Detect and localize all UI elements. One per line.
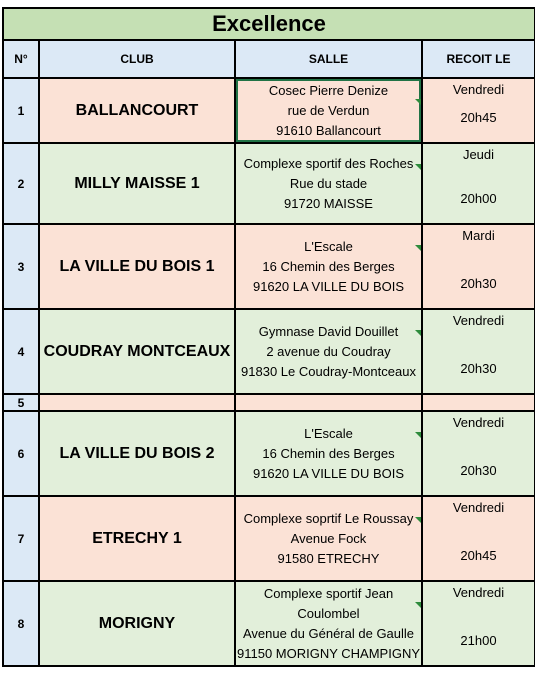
club-cell[interactable]: LA VILLE DU BOIS 2	[39, 411, 235, 496]
club-cell[interactable]: MILLY MAISSE 1	[39, 143, 235, 224]
table-row	[3, 411, 535, 496]
salle-line: L'Escale	[304, 238, 353, 254]
recoit-day: Mardi	[462, 228, 495, 243]
row-number-cell[interactable]: 3	[3, 224, 39, 309]
salle-cell[interactable]	[235, 78, 422, 143]
salle-cell[interactable]	[235, 496, 422, 581]
salle-line: 16 Chemin des Berges	[262, 445, 395, 461]
salle-line: 91720 MAISSE	[284, 195, 373, 211]
recoit-time: 21h00	[460, 633, 497, 648]
salle-line: Complexe sportif des Roches	[243, 155, 414, 171]
row-number-cell[interactable]: 8	[3, 581, 39, 666]
salle-line: Complexe soprtif Le Roussay	[243, 510, 414, 526]
salle-line: Coulombel	[297, 605, 360, 621]
club-cell[interactable]: BALLANCOURT	[39, 78, 235, 143]
row-number-cell[interactable]: 5	[3, 394, 39, 411]
recoit-day: Vendredi	[452, 500, 505, 515]
table-row	[3, 309, 535, 394]
row-number-cell[interactable]: 2	[3, 143, 39, 224]
recoit-cell[interactable]	[422, 309, 535, 394]
comment-indicator-icon	[415, 602, 421, 608]
recoit-day: Vendredi	[452, 82, 505, 97]
header-recoit[interactable]: RECOIT LE	[422, 40, 535, 78]
club-cell[interactable]: MORIGNY	[39, 581, 235, 666]
table-row	[3, 224, 535, 309]
recoit-time: 20h00	[460, 191, 497, 206]
salle-line: Avenue Fock	[290, 530, 367, 546]
excellence-table	[2, 7, 535, 667]
salle-line: L'Escale	[304, 425, 353, 441]
recoit-cell[interactable]	[422, 224, 535, 309]
table-row	[3, 496, 535, 581]
salle-cell[interactable]	[235, 411, 422, 496]
salle-line: 2 avenue du Coudray	[266, 343, 391, 359]
table-title[interactable]: Excellence	[3, 8, 535, 40]
recoit-day: Vendredi	[452, 313, 505, 328]
recoit-cell[interactable]	[422, 394, 535, 411]
salle-line: Complexe sportif Jean	[263, 585, 394, 601]
comment-indicator-icon	[415, 517, 421, 523]
recoit-day: Vendredi	[452, 415, 505, 430]
salle-line: 16 Chemin des Berges	[262, 258, 395, 274]
salle-line: rue de Verdun	[287, 102, 370, 118]
row-number-cell[interactable]: 4	[3, 309, 39, 394]
recoit-day: Jeudi	[462, 147, 495, 162]
club-cell[interactable]: ETRECHY 1	[39, 496, 235, 581]
salle-cell[interactable]	[235, 394, 422, 411]
header-club[interactable]: CLUB	[39, 40, 235, 78]
club-cell[interactable]	[39, 394, 235, 411]
salle-cell[interactable]	[235, 143, 422, 224]
salle-line: 91610 Ballancourt	[276, 122, 381, 138]
row-number-cell[interactable]: 1	[3, 78, 39, 143]
recoit-time: 20h30	[460, 361, 497, 376]
comment-indicator-icon	[415, 330, 421, 336]
salle-line: Rue du stade	[289, 175, 368, 191]
salle-line: 91580 ETRECHY	[277, 550, 380, 566]
salle-line: Avenue du Général de Gaulle	[242, 625, 415, 641]
salle-line: 91620 LA VILLE DU BOIS	[252, 278, 405, 294]
table-row	[3, 394, 535, 411]
recoit-cell[interactable]	[422, 411, 535, 496]
table-row	[3, 143, 535, 224]
recoit-day: Vendredi	[452, 585, 505, 600]
salle-cell[interactable]	[235, 224, 422, 309]
recoit-cell[interactable]	[422, 581, 535, 666]
salle-line: 91830 Le Coudray-Montceaux	[241, 363, 416, 379]
salle-line: 91620 LA VILLE DU BOIS	[252, 465, 405, 481]
recoit-time: 20h30	[460, 463, 497, 478]
table-row	[3, 78, 535, 143]
salle-cell[interactable]	[235, 309, 422, 394]
comment-indicator-icon	[415, 245, 421, 251]
club-cell[interactable]: LA VILLE DU BOIS 1	[39, 224, 235, 309]
salle-cell[interactable]	[235, 581, 422, 666]
recoit-cell[interactable]	[422, 496, 535, 581]
club-cell[interactable]: COUDRAY MONTCEAUX	[39, 309, 235, 394]
comment-indicator-icon	[415, 99, 421, 105]
row-number-cell[interactable]: 7	[3, 496, 39, 581]
recoit-time: 20h45	[460, 110, 497, 125]
recoit-cell[interactable]	[422, 143, 535, 224]
comment-indicator-icon	[415, 432, 421, 438]
salle-line: Gymnase David Douillet	[258, 323, 399, 339]
table-row	[3, 581, 535, 666]
comment-indicator-icon	[415, 164, 421, 170]
recoit-time: 20h45	[460, 548, 497, 563]
salle-line: 91150 MORIGNY CHAMPIGNY	[236, 645, 420, 661]
header-salle[interactable]: SALLE	[235, 40, 422, 78]
recoit-cell[interactable]	[422, 78, 535, 143]
recoit-time: 20h30	[460, 276, 497, 291]
header-num[interactable]: N°	[3, 40, 39, 78]
salle-line: Cosec Pierre Denize	[268, 82, 389, 98]
row-number-cell[interactable]: 6	[3, 411, 39, 496]
